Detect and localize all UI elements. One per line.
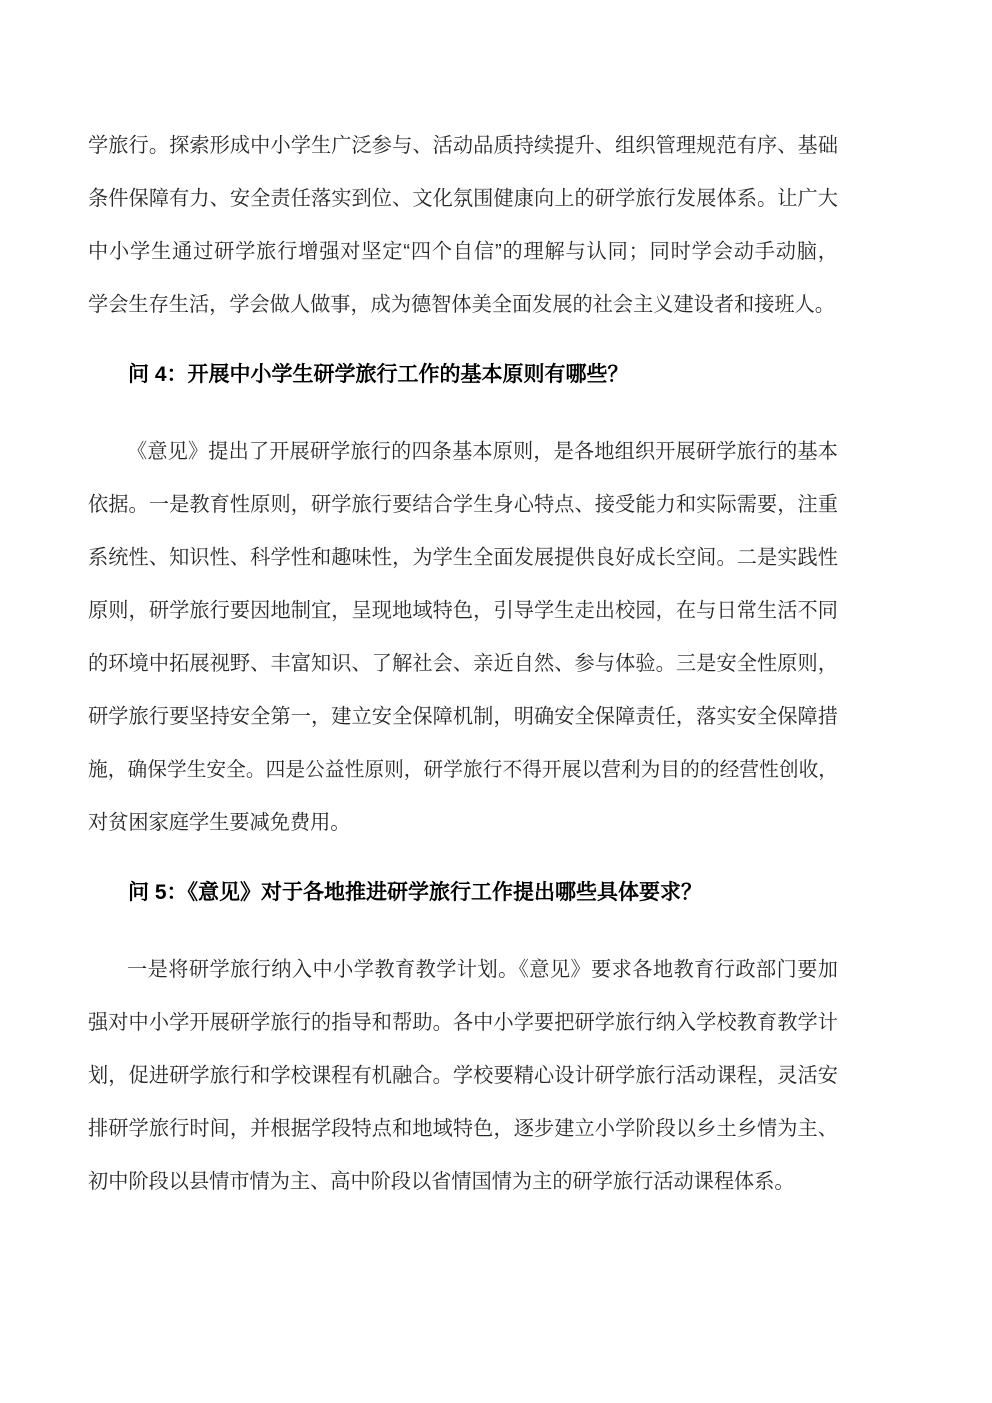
text-line: 原则，研学旅行要因地制宜，呈现地域特色，引导学生走出校园，在与日常生活不同: [88, 600, 838, 622]
text-line: 划，促进研学旅行和学校课程有机融合。学校要精心设计研学旅行活动课程，灵活安: [88, 1065, 838, 1087]
text-line: 初中阶段以县情市情为主、高中阶段以省情国情为主的研学旅行活动课程体系。: [88, 1171, 795, 1193]
text-line: 强对中小学开展研学旅行的指导和帮助。各中小学要把研学旅行纳入学校教育教学计: [88, 1012, 838, 1034]
text-line: 施，确保学生安全。四是公益性原则，研学旅行不得开展以营利为目的的经营性创收，: [88, 759, 838, 781]
paragraph-question-4-answer: [88, 426, 838, 850]
text-line: 《意见》提出了开展研学旅行的四条基本原则，是各地组织开展研学旅行的基本: [127, 441, 838, 463]
text-line: 的环境中拓展视野、丰富知识、了解社会、亲近自然、参与体验。三是安全性原则，: [88, 653, 838, 675]
text-line: 系统性、知识性、科学性和趣味性，为学生全面发展提供良好成长空间。二是实践性: [88, 547, 838, 569]
text-line: 依据。一是教育性原则，研学旅行要结合学生身心特点、接受能力和实际需要，注重: [88, 494, 838, 516]
text-line: 学会生存生活，学会做人做事，成为德智体美全面发展的社会主义建设者和接班人。: [88, 294, 835, 316]
text-line: 研学旅行要坚持安全第一，建立安全保障机制，明确安全保障责任，落实安全保障措: [88, 706, 838, 728]
paragraph-continuation: [88, 120, 838, 332]
question-4-heading: 问 4：开展中小学生研学旅行工作的基本原则有哪些？: [128, 363, 629, 386]
text-line: 学旅行。探索形成中小学生广泛参与、活动品质持续提升、组织管理规范有序、基础: [88, 135, 838, 157]
text-line: 排研学旅行时间，并根据学段特点和地域特色，逐步建立小学阶段以乡土乡情为主、: [88, 1118, 838, 1140]
text-line: 对贫困家庭学生要减免费用。: [88, 812, 351, 834]
document-page: [88, 120, 838, 1209]
text-line: 中小学生通过研学旅行增强对坚定“四个自信”的理解与认同；同时学会动手动脑，: [88, 241, 838, 263]
question-5-heading: 问 5：《意见》对于各地推进研学旅行工作提出哪些具体要求？: [128, 881, 703, 904]
text-line: 一是将研学旅行纳入中小学教育教学计划。《意见》要求各地教育行政部门要加: [127, 959, 838, 981]
text-line: 条件保障有力、安全责任落实到位、文化氛围健康向上的研学旅行发展体系。让广大: [88, 188, 838, 210]
paragraph-question-5-answer: [88, 944, 838, 1209]
